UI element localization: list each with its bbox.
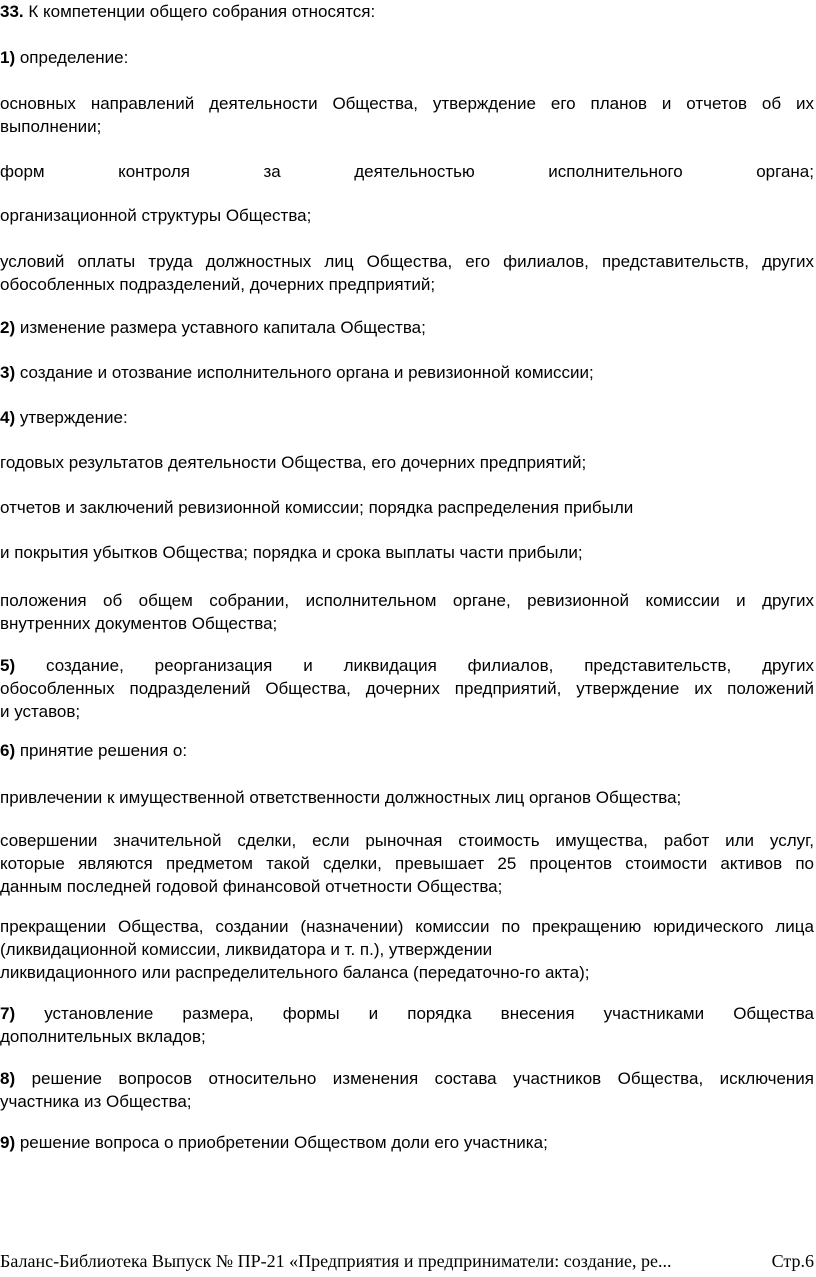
text-line: прекращении Общества, создании (назначении) комиссии по прекращению юридического лица [0,917,814,936]
paragraph-main-directions [0,92,814,138]
text-line: выполнении; [0,117,102,136]
paragraph-pay-conditions [0,250,814,296]
paragraph-liability: привлечении к имущественной ответственности должностных лиц органов Общества; [0,788,682,807]
item-number: 2) [0,318,16,337]
paragraph-7 [0,1002,814,1048]
paragraph-2 [0,316,814,339]
page-number: Стр.6 [771,1251,814,1271]
item-number: 3) [0,363,16,382]
item-number: 4) [0,408,16,427]
item-number: 5) [0,656,16,675]
paragraph-reports: отчетов и заключений ревизионной комиссии; порядка распределения прибыли [0,498,634,517]
paragraph-9 [0,1131,814,1154]
text-line: положения об общем собрании, исполнительном органе, ревизионной комиссии и других [0,591,814,610]
text-line: внутренних документов Общества; [0,614,278,633]
item-text: изменение размера уставного капитала Общества; [15,318,426,337]
item-number: 7) [0,1004,16,1023]
item-text: утверждение: [15,408,128,427]
paragraph-6 [0,739,814,762]
paragraph-annual-results: годовых результатов деятельности Общества, его дочерних предприятий; [0,453,587,472]
text-line: обособленных подразделений Общества, дочерних предприятий, утверждение их положений [0,679,814,698]
paragraph-significant-deal [0,829,814,898]
item-number: 9) [0,1133,16,1152]
item-number: 1) [0,48,16,67]
item-text: определение: [15,48,129,67]
text-line: (ликвидационной комиссии, ликвидатора и т. п.), утверждении [0,940,493,959]
item-number: 33. [0,2,24,21]
paragraph-1 [0,46,814,69]
paragraph-control-forms: форм контроля за деятельностью исполнительного органа; [0,162,814,181]
text-line: и уставов; [0,702,81,721]
item-text: установление размера, формы и порядка внесения участниками Общества [15,1004,814,1023]
text-line: основных направлений деятельности Общества, утверждение его планов и отчетов об их [0,94,814,113]
paragraph-3 [0,361,814,384]
text-line: дополнительных вкладов; [0,1027,206,1046]
item-text: решение вопросов относительно изменения состава участников Общества, исключения [15,1069,814,1088]
item-text: создание и отозвание исполнительного органа и ревизионной комиссии; [15,363,594,382]
paragraph-33 [0,0,814,23]
page-footer [0,1250,814,1272]
paragraph-termination [0,915,814,984]
text-line: которые являются предметом такой сделки, превышает 25 процентов стоимости активов по [0,854,814,873]
item-number: 8) [0,1069,16,1088]
item-text: К компетенции общего собрания относятся: [23,2,376,21]
paragraph-5 [0,654,814,723]
text-line: данным последней годовой финансовой отчетности Общества; [0,877,503,896]
paragraph-4 [0,406,814,429]
paragraph-org-structure: организационной структуры Общества; [0,206,312,225]
item-text: решение вопроса о приобретении Обществом доли его участника; [15,1133,548,1152]
text-line [0,1067,814,1090]
paragraph-8 [0,1067,814,1113]
item-text: создание, реорганизация и ликвидация филиалов, представительств, других [15,656,814,675]
item-text: принятие решения о: [15,741,188,760]
item-number: 6) [0,741,16,760]
text-line [0,1002,814,1025]
text-line [0,654,814,677]
text-line: ликвидационного или распределительного баланса (передаточно-го акта); [0,963,590,982]
text-line: совершении значительной сделки, если рыночная стоимость имущества, работ или услуг, [0,831,814,850]
text-line: обособленных подразделений, дочерних предприятий; [0,275,436,294]
paragraph-losses: и покрытия убытков Общества; порядка и срока выплаты части прибыли; [0,543,583,562]
paragraph-regulations [0,589,814,635]
footer-source: Баланс-Библиотека Выпуск № ПР-21 «Предприятия и предприниматели: создание, ре... [0,1251,672,1271]
text-line: участника из Общества; [0,1092,192,1111]
text-line: условий оплаты труда должностных лиц Общества, его филиалов, представительств, других [0,252,814,271]
